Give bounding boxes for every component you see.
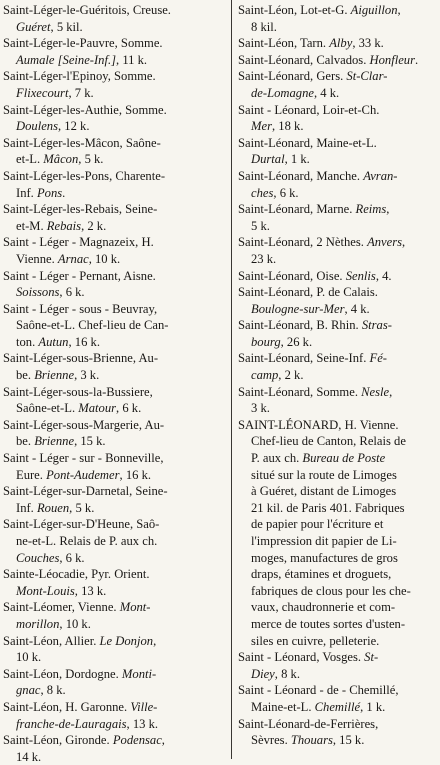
left-entry [3, 168, 227, 201]
right-entry [238, 234, 438, 267]
entry-line: 10 k. [16, 650, 42, 665]
entry-line: Saint - Léonard, Vosges. St- [238, 650, 379, 665]
entry-line: Doulens, 12 k. [16, 119, 90, 134]
left-entry [3, 268, 227, 301]
entry-line: Saint-Léonard, Oise. Senlis, 4. [238, 268, 392, 283]
entry-line: Saint-Léonard, Maine-et-L. [238, 135, 377, 150]
entry-line: Saint-Léger-les-Pons, Charente- [3, 168, 166, 183]
left-entry [3, 68, 227, 101]
entry-line: Saint-Léon, H. Garonne. Ville- [3, 699, 158, 714]
left-entry [3, 417, 227, 450]
right-column [238, 2, 438, 749]
entry-line: Saint-Léonard-de-Ferrières, [238, 716, 379, 731]
entry-line: 3 k. [251, 401, 270, 416]
entry-line: be. Brienne, 3 k. [16, 368, 100, 383]
right-entry [238, 649, 438, 682]
entry-line: Saint-Léon, Allier. Le Donjon, [3, 633, 157, 648]
entry-line: Saint-Léonard, Seine-Inf. Fé- [238, 351, 387, 366]
entry-line: Saint - Léonard, Loir-et-Ch. [238, 102, 380, 117]
entry-line: Saint-Léger-l'Epinoy, Somme. [3, 69, 156, 84]
entry-line: 23 k. [251, 251, 277, 266]
right-entry [238, 135, 438, 168]
right-entry [238, 682, 438, 715]
entry-line: Diey, 8 k. [251, 666, 300, 681]
entry-line: bourg, 26 k. [251, 334, 313, 349]
entry-line: Saint-Léger-le-Pauvre, Somme. [3, 36, 163, 51]
left-entry [3, 666, 227, 699]
entry-line: Saint-Léon, Lot-et-G. Aiguillon, [238, 3, 401, 17]
left-entry [3, 350, 227, 383]
entry-line: situé sur la route de Limoges [251, 467, 397, 482]
entry-line: Saône-et-L. Matour, 6 k. [16, 401, 142, 416]
entry-line: l'impression dit papier de Li- [251, 534, 397, 548]
entry-line: Saint-Léonard, 2 Nèthes. Anvers, [238, 235, 406, 250]
entry-line: Mont-Louis, 13 k. [16, 583, 107, 598]
entry-line: draps, étamines et droguets, [251, 567, 392, 582]
entry-line: be. Brienne, 15 k. [16, 434, 106, 449]
entry-line: vaux, chaudronnerie et com- [251, 600, 396, 615]
right-entry [238, 716, 438, 749]
left-entry [3, 450, 227, 483]
entry-line: de papier pour l'écriture et [251, 517, 384, 532]
right-entry [238, 384, 438, 417]
left-entry [3, 516, 227, 566]
left-entry [3, 234, 227, 267]
right-entry [238, 2, 438, 35]
left-entry [3, 2, 227, 35]
entry-line: Saint-Léon, Tarn. Alby, 33 k. [238, 36, 384, 51]
entry-line: Saint-Léger-les-Mâcon, Saône- [3, 135, 161, 150]
entry-line: Saint-Léger-les-Rebais, Seine- [3, 202, 158, 217]
entry-line: Saint-Léon, Dordogne. Monti- [3, 666, 157, 681]
right-entry [238, 52, 438, 69]
right-entry [238, 35, 438, 52]
entry-line: Saint-Léomer, Vienne. Mont- [3, 600, 151, 615]
entry-line: Saint-Léonard, Manche. Avran- [238, 168, 398, 183]
entry-line: siles en cuivre, pelleterie. [251, 633, 380, 648]
left-entry [3, 699, 227, 732]
entry-line: Inf. Rouen, 5 k. [16, 500, 95, 515]
entry-line: 5 k. [251, 218, 270, 233]
entry-line: Guéret, 5 kil. [16, 19, 83, 34]
entry-line: Saint - Léger - Magnazeix, H. [3, 235, 154, 250]
entry-line: et-L. Mâcon, 5 k. [16, 152, 104, 167]
entry-line: P. aux ch. Bureau de Poste [251, 451, 386, 466]
entry-line: 21 kil. de Paris 401. Fabriques [251, 500, 405, 515]
entry-line: et-M. Rebais, 2 k. [16, 218, 107, 233]
entry-line: Mer, 18 k. [251, 119, 304, 134]
entry-line: morillon, 10 k. [16, 616, 91, 631]
entry-line: Saint-Léonard, Gers. St-Clar- [238, 69, 388, 84]
entry-line: ne-et-L. Relais de P. aux ch. [16, 534, 158, 548]
entry-line: Saint-Léonard, Marne. Reims, [238, 202, 390, 217]
entry-line: Soissons, 6 k. [16, 285, 85, 300]
right-entry [238, 201, 438, 234]
entry-line: Sainte-Léocadie, Pyr. Orient. [3, 567, 150, 582]
right-entry [238, 102, 438, 135]
left-entry [3, 35, 227, 68]
entry-line: gnac, 8 k. [16, 683, 66, 698]
entry-line: de-Lomagne, 4 k. [251, 85, 340, 100]
entry-line: Saint-Léger-sous-la-Bussiere, [3, 384, 153, 399]
entry-line: camp, 2 k. [251, 368, 304, 383]
entry-line: Vienne. Arnac, 10 k. [16, 251, 121, 266]
left-entry [3, 301, 227, 351]
entry-line: Chef-lieu de Canton, Relais de [251, 434, 406, 449]
left-entry [3, 599, 227, 632]
right-entry [238, 284, 438, 317]
right-entry [238, 350, 438, 383]
entry-line: Eure. Pont-Audemer, 16 k. [16, 467, 152, 482]
entry-line: moges, manufactures de gros [251, 550, 398, 565]
entry-line: Saint-Léger-sous-Margerie, Au- [3, 417, 165, 432]
entry-line: Saint-Léon, Gironde. Podensac, [3, 733, 165, 748]
entry-line: fabriques de clous pour les che- [251, 583, 411, 598]
entry-line: Saint-Léger-le-Guéritois, Creuse. [3, 3, 171, 17]
entry-line: Saint-Léger-sur-Darnetal, Seine- [3, 484, 168, 499]
left-entry [3, 201, 227, 234]
entry-line: Saint - Léger - Pernant, Aisne. [3, 268, 156, 283]
left-entry [3, 102, 227, 135]
entry-line: à Guéret, distant de Limoges [251, 484, 397, 499]
left-entry [3, 384, 227, 417]
entry-line: Flixecourt, 7 k. [16, 85, 94, 100]
right-entry [238, 417, 438, 649]
entry-line: Saint - Léger - sur - Bonneville, [3, 451, 164, 466]
entry-line: Saint-Léonard, Calvados. Honfleur. [238, 52, 419, 67]
entry-line: merce de toutes sortes d'usten- [251, 616, 406, 631]
entry-line: Saône-et-L. Chef-lieu de Can- [16, 318, 169, 333]
entry-line: ton. Autun, 16 k. [16, 334, 100, 349]
right-entry [238, 317, 438, 350]
column-divider [231, 0, 232, 759]
entry-line: franche-de-Lauragais, 13 k. [16, 716, 159, 731]
entry-line: Saint-Léonard, B. Rhin. Stras- [238, 318, 392, 333]
entry-line: 14 k. [16, 749, 42, 764]
left-entry [3, 566, 227, 599]
left-entry [3, 135, 227, 168]
left-column [3, 2, 227, 765]
entry-line: Saint-Léger-sur-D'Heune, Saô- [3, 517, 160, 532]
left-entry [3, 633, 227, 666]
entry-line: ches, 6 k. [251, 185, 299, 200]
entry-line: Durtal, 1 k. [251, 152, 310, 167]
entry-line: Saint-Léger-sous-Brienne, Au- [3, 351, 159, 366]
entry-line: Saint-Léger-les-Authie, Somme. [3, 102, 167, 117]
entry-line: Saint - Léger - sous - Beuvray, [3, 301, 158, 316]
entry-line: Couches, 6 k. [16, 550, 85, 565]
entry-line: Sèvres. Thouars, 15 k. [251, 733, 365, 748]
entry-line: Aumale [Seine-Inf.], 11 k. [16, 52, 148, 67]
right-entry [238, 168, 438, 201]
entry-line: Saint-Léonard, Somme. Nesle, [238, 384, 393, 399]
entry-line: Maine-et-L. Chemillé, 1 k. [251, 699, 386, 714]
left-entry [3, 483, 227, 516]
entry-line: Saint - Léonard - de - Chemillé, [238, 683, 399, 698]
right-entry [238, 268, 438, 285]
left-entry [3, 732, 227, 765]
entry-line: Boulogne-sur-Mer, 4 k. [251, 301, 370, 316]
entry-line: Saint-Léonard, P. de Calais. [238, 285, 378, 300]
entry-line: Inf. Pons. [16, 185, 66, 200]
right-entry [238, 68, 438, 101]
entry-line: SAINT-LÉONARD, H. Vienne. [238, 417, 399, 432]
entry-line: 8 kil. [251, 19, 277, 34]
